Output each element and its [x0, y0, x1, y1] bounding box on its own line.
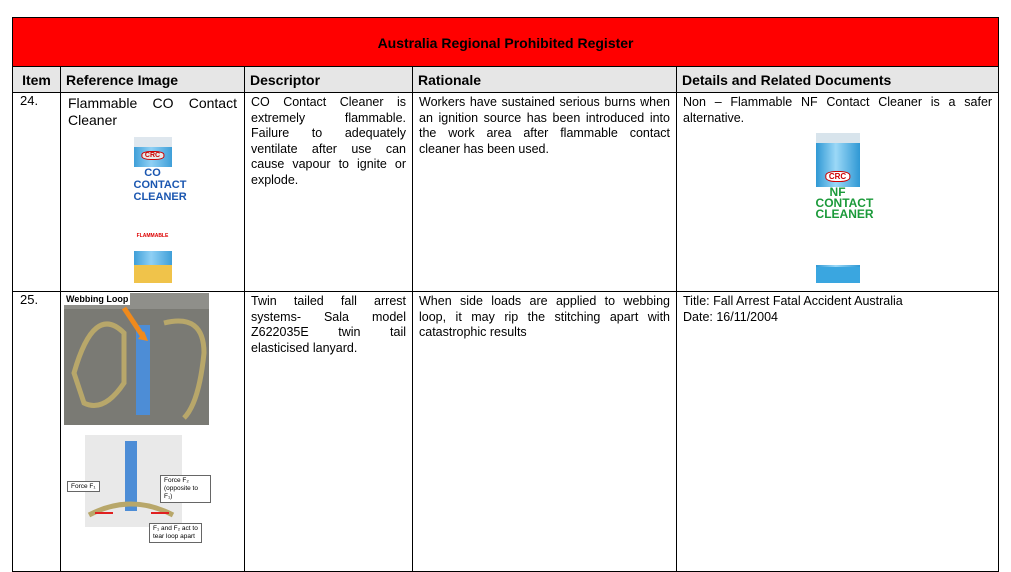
item-number: 25.	[13, 292, 61, 572]
header-descriptor: Descriptor	[245, 67, 413, 93]
prohibited-register-table	[12, 17, 999, 572]
force-f1-label: Force F₁	[67, 481, 100, 492]
table-row	[13, 93, 999, 292]
descriptor-text: Twin tailed fall arrest systems- Sala model Z622035E twin tail elasticised lanyard.	[245, 292, 413, 572]
lanyard-drawing	[64, 293, 209, 425]
header-item: Item	[13, 67, 61, 93]
rationale-text: Workers have sustained serious burns when an ignition source has been introduced into the work area after flammable contact cleaner has been used.	[413, 93, 677, 292]
co-contact-cleaner-can-image: CRC CO CONTACT CLEANER FLAMMABLE	[134, 137, 172, 283]
reference-image-cell	[61, 292, 245, 572]
reference-image-cell	[61, 93, 245, 292]
header-rationale: Rationale	[413, 67, 677, 93]
header-details: Details and Related Documents	[677, 67, 999, 93]
rationale-text: When side loads are applied to webbing loop, it may rip the stitching apart with catastrophic results	[413, 292, 677, 572]
header-reference-image: Reference Image	[61, 67, 245, 93]
table-row	[13, 292, 999, 572]
force-f2-label: Force F₂ (opposite to F₁)	[160, 475, 211, 503]
details-cell	[677, 292, 999, 572]
details-date: Date: 16/11/2004	[683, 309, 778, 324]
tear-loop-label: F₁ and F₂ act to tear loop apart	[149, 523, 202, 543]
details-text: Non – Flammable NF Contact Cleaner is a safer alternative.	[683, 95, 993, 125]
table-title: Australia Regional Prohibited Register	[13, 18, 999, 67]
item-number: 24.	[13, 93, 61, 292]
details-title: Title: Fall Arrest Fatal Accident Australia	[683, 294, 903, 308]
force-diagram	[61, 433, 211, 548]
webbing-loop-photo	[64, 293, 209, 425]
nf-contact-cleaner-can-image: CRC NF CONTACT CLEANER	[816, 133, 860, 283]
reference-name: Flammable CO Contact Cleaner	[68, 95, 237, 128]
descriptor-text: CO Contact Cleaner is extremely flammable. Failure to adequately ventilate after use can cause vapour to ignite or explode.	[245, 93, 413, 292]
details-cell	[677, 93, 999, 292]
webbing-loop-label: Webbing Loop	[66, 294, 129, 304]
